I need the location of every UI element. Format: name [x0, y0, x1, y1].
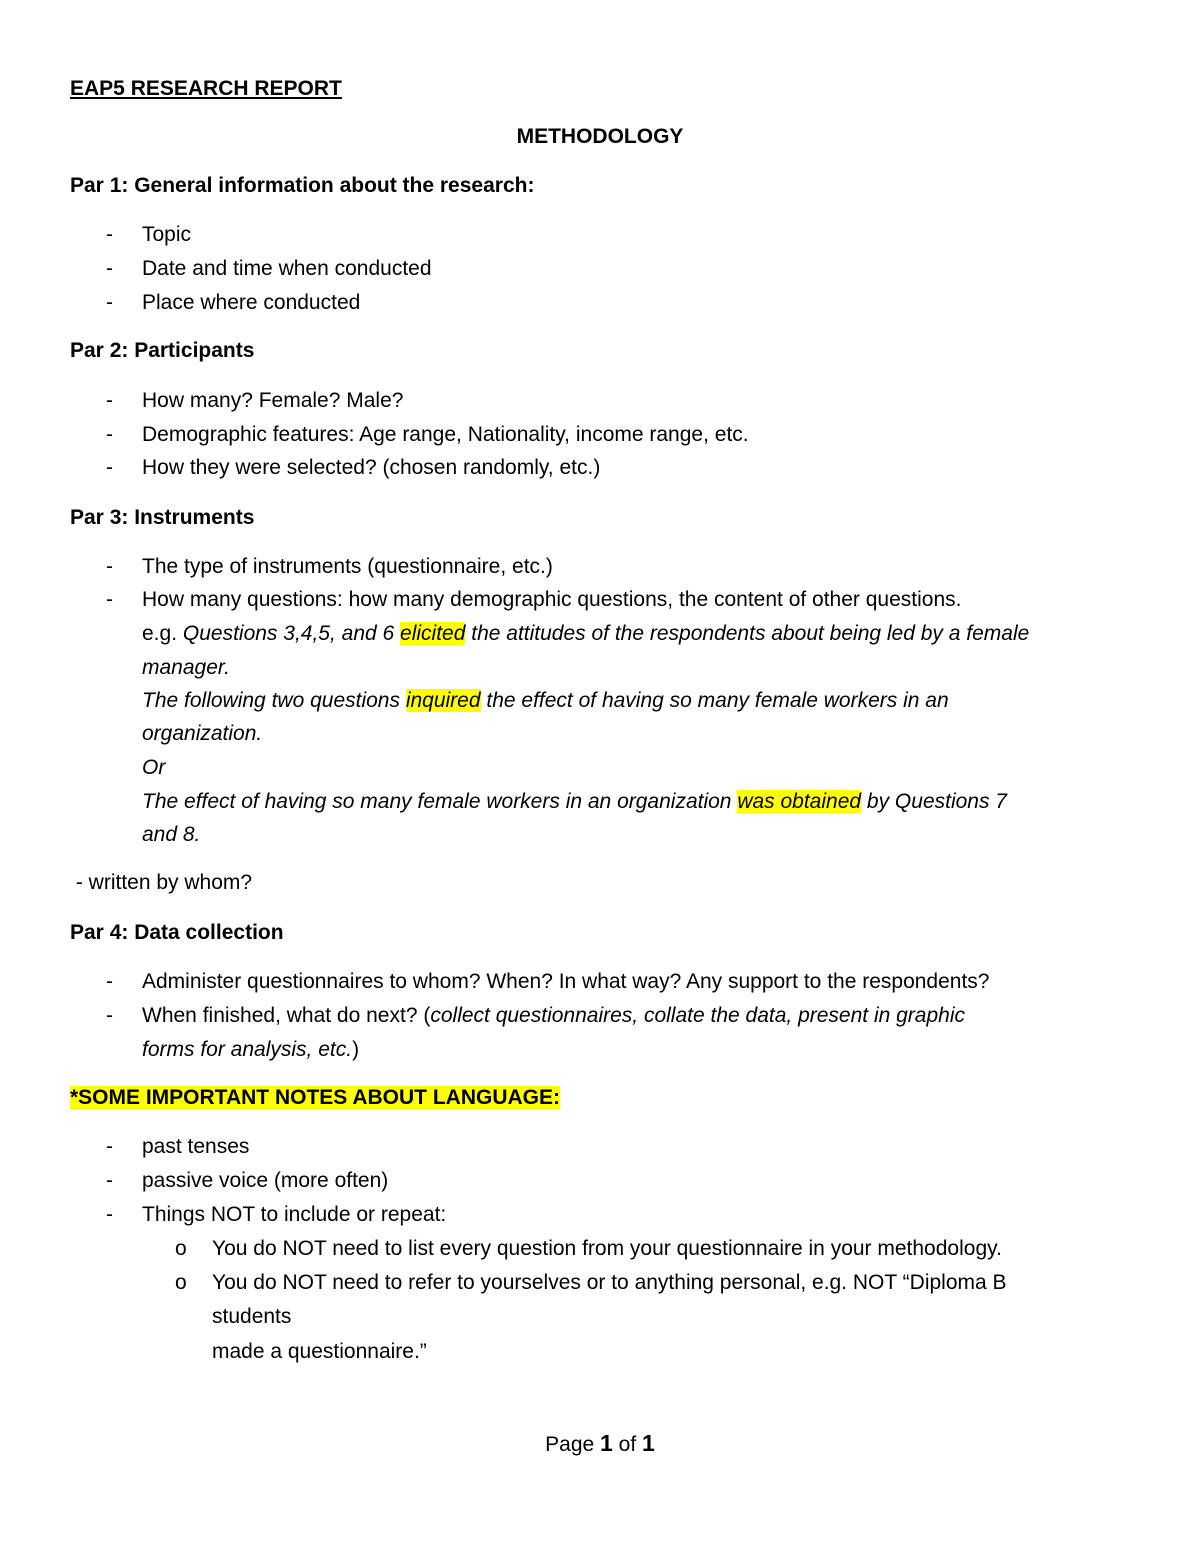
- example-or: Or: [142, 756, 166, 779]
- list-item: Place where conducted: [142, 291, 361, 314]
- bullet-dash: [106, 422, 113, 448]
- example-line: [142, 621, 1029, 647]
- list-item: passive voice (more often): [142, 1169, 389, 1192]
- notes-heading-highlight: *SOME IMPORTANT NOTES ABOUT LANGUAGE:: [70, 1086, 560, 1109]
- par4-heading: Par 4: Data collection: [70, 921, 284, 944]
- list-item: past tenses: [142, 1135, 250, 1158]
- bullet-dash: [106, 1168, 113, 1194]
- example-line: [142, 789, 1007, 815]
- par3-heading: Par 3: Instruments: [70, 506, 255, 529]
- list-item: How many questions: how many demographic questions, the content of other questions.: [142, 588, 962, 611]
- highlighted-verb: inquired: [405, 689, 481, 712]
- list-item: How they were selected? (chosen randomly, etc.): [142, 456, 601, 479]
- list-item: Date and time when conducted: [142, 257, 432, 280]
- page-footer: [0, 1430, 1200, 1458]
- par2-heading: Par 2: Participants: [70, 339, 255, 362]
- list-item: Topic: [142, 223, 192, 246]
- list-item: The type of instruments (questionnaire, etc.): [142, 555, 553, 578]
- highlighted-verb: elicited: [400, 622, 466, 645]
- bullet-dash: [106, 1134, 113, 1160]
- list-item-text: ): [352, 1038, 360, 1061]
- list-item-italic: collect questionnaires, collate the data, present in graphic: [430, 1004, 966, 1027]
- sub-list-item: You do NOT need to refer to yourselves or to anything personal, e.g. NOT “Diploma B: [212, 1271, 1007, 1294]
- example-prefix: e.g.: [142, 622, 183, 645]
- document-title: EAP5 RESEARCH REPORT: [70, 77, 342, 100]
- footer-total-pages: 1: [642, 1430, 655, 1456]
- bullet-dash: [106, 290, 113, 316]
- example-text: the effect of having so many female workers in an: [480, 689, 949, 712]
- footer-current-page: 1: [600, 1430, 613, 1456]
- list-item: Demographic features: Age range, Nationality, income range, etc.: [142, 423, 749, 446]
- section-title: METHODOLOGY: [516, 125, 684, 148]
- bullet-dash: [106, 587, 113, 613]
- notes-heading: [70, 1085, 560, 1111]
- highlighted-verb: was obtained: [737, 790, 862, 813]
- example-text: by Questions 7: [861, 790, 1007, 813]
- footer-of-word: of: [612, 1433, 643, 1456]
- list-item: [142, 1003, 965, 1029]
- list-item-text: When finished, what do next? (: [142, 1004, 431, 1027]
- sub-list-item: You do NOT need to list every question from your questionnaire in your methodology.: [212, 1237, 1002, 1260]
- bullet-dash: [106, 222, 113, 248]
- list-item-continued: [142, 1037, 359, 1063]
- sub-list-item-continued: students: [212, 1305, 292, 1328]
- list-item-italic: forms for analysis, etc.: [142, 1038, 353, 1061]
- list-item: Administer questionnaires to whom? When? In what way? Any support to the respondents?: [142, 970, 990, 993]
- written-by-note: - written by whom?: [70, 871, 253, 894]
- list-item: Things NOT to include or repeat:: [142, 1203, 447, 1226]
- bullet-dash: [106, 1003, 113, 1029]
- bullet-dash: [106, 554, 113, 580]
- bullet-dash: [106, 388, 113, 414]
- list-item: How many? Female? Male?: [142, 389, 404, 412]
- bullet-dash: [106, 256, 113, 282]
- footer-page-word: Page: [545, 1433, 601, 1456]
- example-text: The following two questions: [142, 689, 406, 712]
- bullet-circle: [175, 1270, 187, 1296]
- example-text: Questions 3,4,5, and 6: [182, 622, 401, 645]
- bullet-dash: [106, 969, 113, 995]
- example-text: and 8.: [142, 823, 201, 846]
- example-text: manager.: [142, 656, 230, 679]
- example-text: The effect of having so many female workers in an organization: [142, 790, 738, 813]
- sub-list-item-continued: made a questionnaire.”: [212, 1340, 427, 1363]
- example-text: organization.: [142, 722, 263, 745]
- par1-heading: Par 1: General information about the research:: [70, 174, 535, 197]
- bullet-dash: [106, 1202, 113, 1228]
- example-line: [142, 688, 949, 714]
- bullet-dash: [106, 455, 113, 481]
- example-text: the attitudes of the respondents about being led by a female: [465, 622, 1030, 645]
- bullet-circle: [175, 1236, 187, 1262]
